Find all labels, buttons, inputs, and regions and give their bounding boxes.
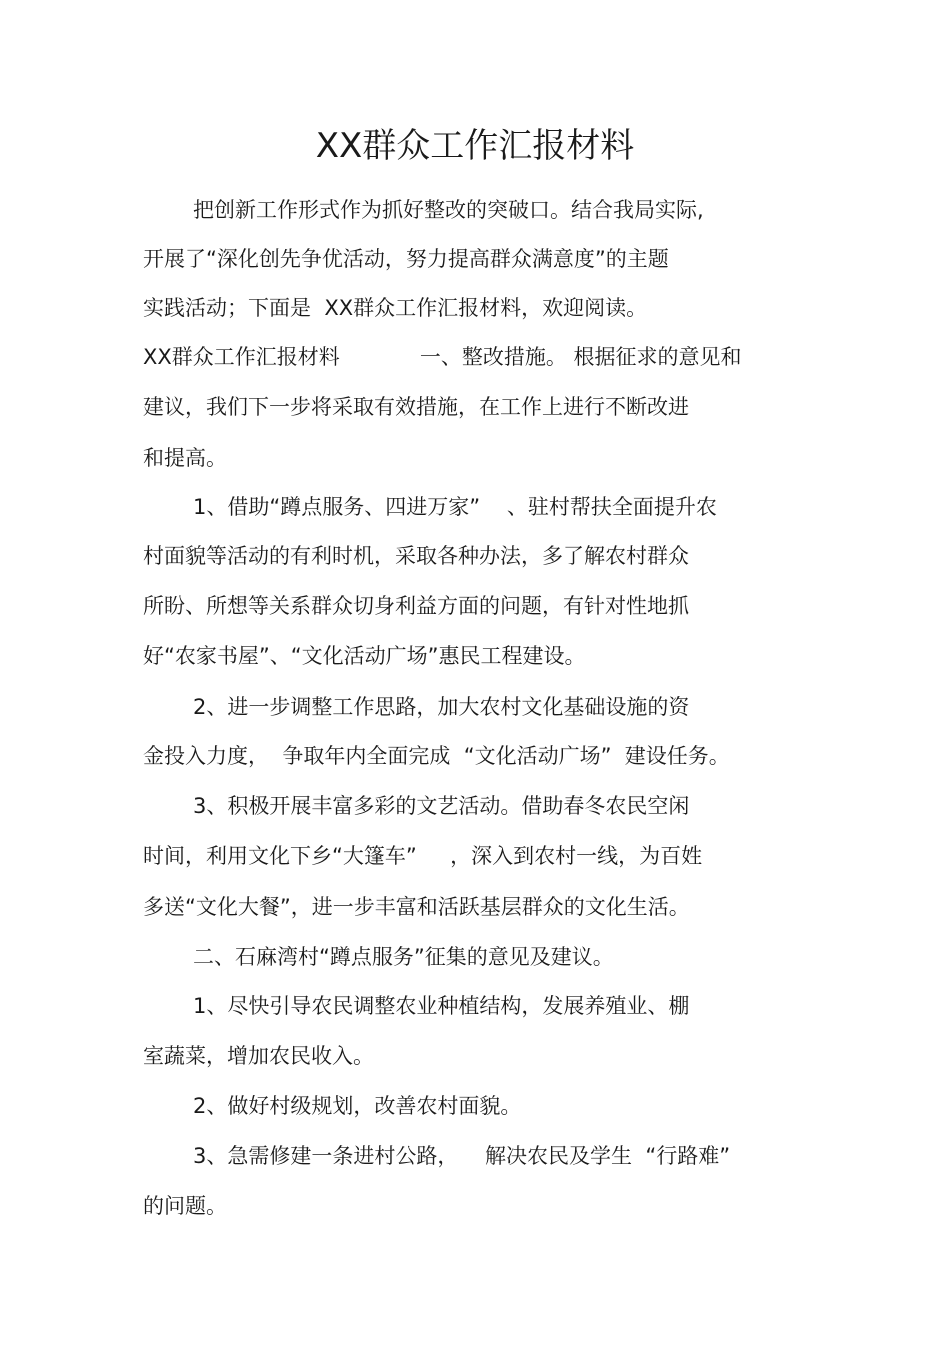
paragraph-line: 金投入力度， 争取年内全面完成 “文化活动广场” 建设任务。 — [143, 744, 730, 768]
paragraph-line: XX群众工作汇报材料 一、整改措施。 根据征求的意见和 — [143, 345, 742, 369]
paragraph-line: 的问题。 — [143, 1194, 227, 1218]
paragraph-line: 实践活动；下面是 XX群众工作汇报材料，欢迎阅读。 — [143, 296, 648, 320]
paragraph-line: 所盼、所想等关系群众切身利益方面的问题，有针对性地抓 — [143, 594, 689, 618]
paragraph-line: 室蔬菜，增加农民收入。 — [143, 1044, 374, 1068]
paragraph-line: 2、进一步调整工作思路，加大农村文化基础设施的资 — [193, 695, 690, 719]
paragraph-line: 好“农家书屋”、“文化活动广场”惠民工程建设。 — [143, 644, 586, 668]
paragraph-line: 1、尽快引导农民调整农业种植结构，发展养殖业、棚 — [193, 994, 690, 1018]
paragraph-line: 3、积极开展丰富多彩的文艺活动。借助春冬农民空闲 — [193, 794, 690, 818]
paragraph-line: 3、急需修建一条进村公路， 解决农民及学生 “行路难” — [193, 1144, 731, 1168]
paragraph-line: 村面貌等活动的有利时机，采取各种办法，多了解农村群众 — [143, 544, 689, 568]
paragraph-line: 多送“文化大餐”，进一步丰富和活跃基层群众的文化生活。 — [143, 895, 690, 919]
paragraph-line: 时间，利用文化下乡“大篷车” ，深入到农村一线，为百姓 — [143, 844, 703, 868]
paragraph-line: 把创新工作形式作为抓好整改的突破口。结合我局实际, — [193, 198, 704, 222]
paragraph-line: 1、借助“蹲点服务、四进万家” 、驻村帮扶全面提升农 — [193, 495, 717, 519]
paragraph-line: 建议，我们下一步将采取有效措施，在工作上进行不断改进 — [143, 395, 689, 419]
section-heading: 二、石麻湾村“蹲点服务”征集的意见及建议。 — [193, 945, 614, 969]
paragraph-line: 开展了“深化创先争优活动，努力提高群众满意度”的主题 — [143, 247, 669, 271]
paragraph-line: 2、做好村级规划，改善农村面貌。 — [193, 1094, 522, 1118]
document-title: XX群众工作汇报材料 — [315, 126, 635, 166]
paragraph-line: 和提高。 — [143, 446, 227, 470]
